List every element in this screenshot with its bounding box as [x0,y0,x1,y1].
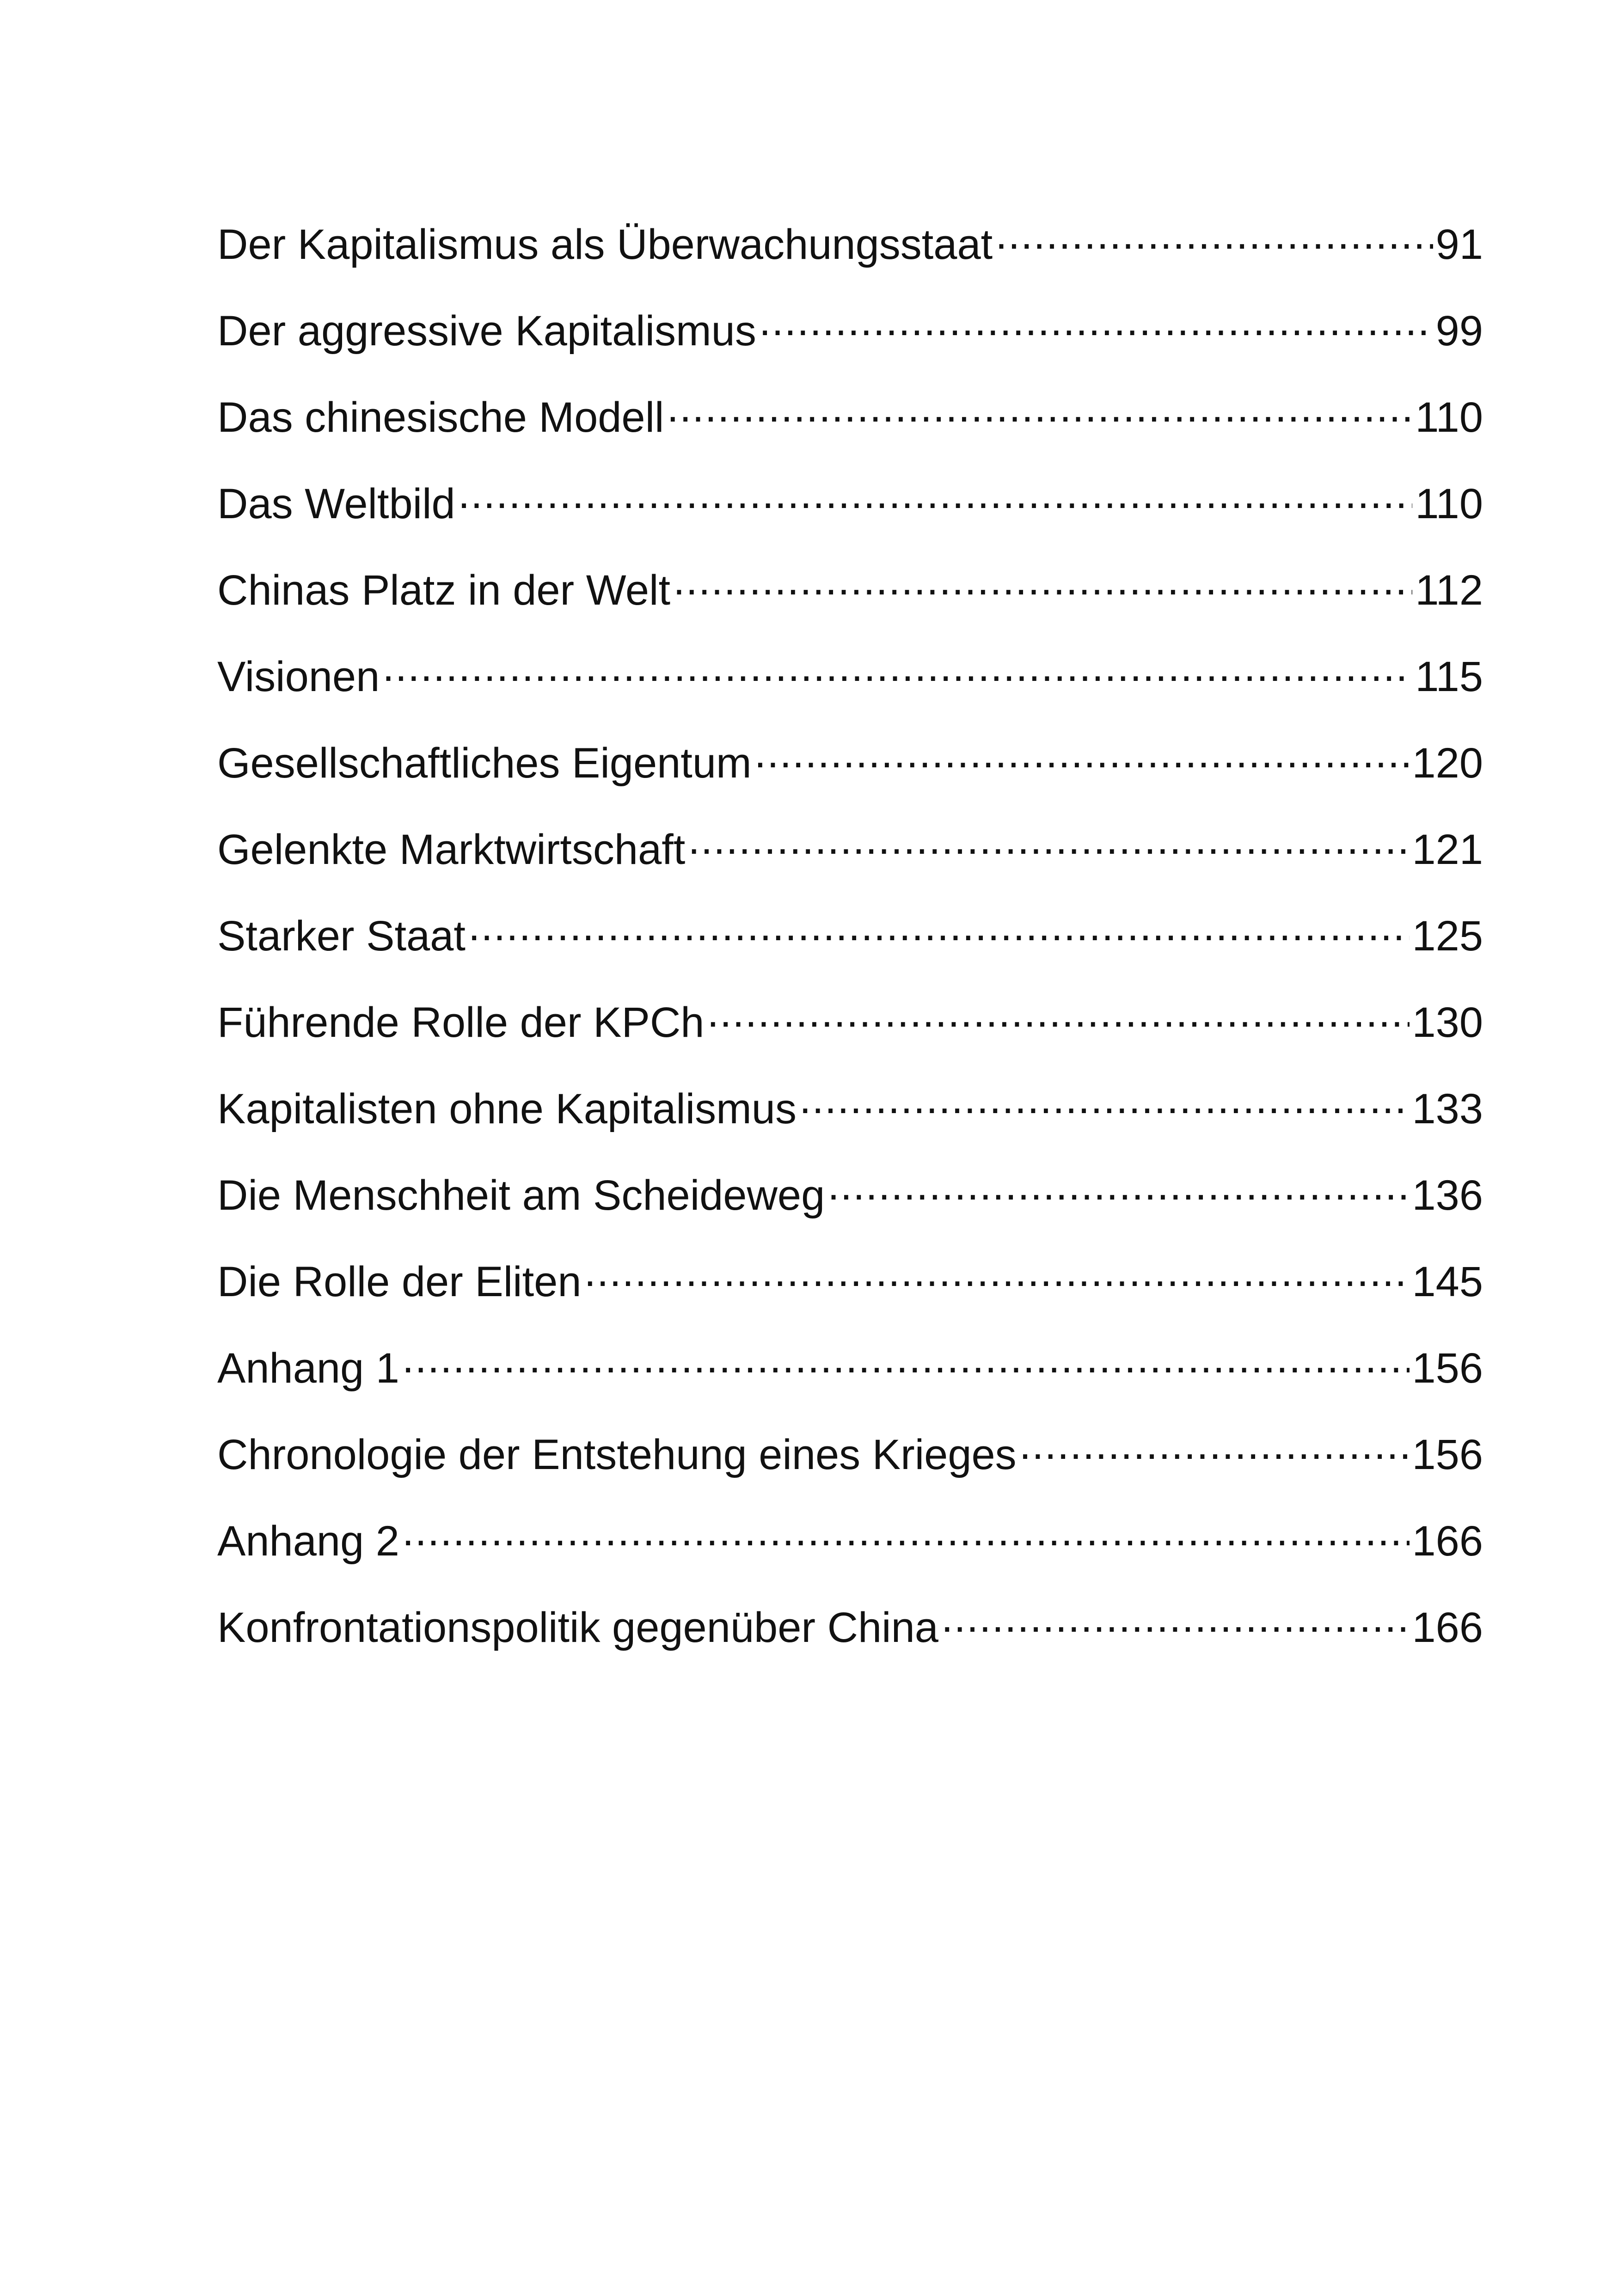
toc-dot-leader [759,303,1433,345]
toc-entry-title: Das Weltbild [217,480,455,527]
toc-entry-title: Gelenkte Marktwirtschaft [217,826,686,873]
toc-entry-title: Der Kapitalismus als Überwachungsstaat [217,221,993,268]
toc-entry-page-number: 120 [1412,740,1483,787]
toc-entry-title: Visionen [217,653,380,700]
toc-dot-leader [382,649,1412,691]
toc-entry-page-number: 91 [1435,221,1483,268]
toc-dot-leader [402,1513,1410,1555]
toc-entry [217,994,1483,1081]
toc-entry [217,1167,1483,1254]
toc-dot-leader [1019,1427,1410,1469]
toc-entry-title: Das chinesische Modell [217,394,664,441]
toc-entry-page-number: 145 [1412,1258,1483,1305]
toc-dot-leader [799,1081,1410,1123]
toc-dot-leader [827,1167,1409,1210]
toc-dot-leader [673,562,1412,605]
toc-dot-leader [688,821,1409,864]
toc-entry [217,1599,1483,1686]
toc-entry-title: Der aggressive Kapitalismus [217,307,756,355]
toc-entry [217,389,1483,476]
toc-entry-page-number: 136 [1412,1172,1483,1219]
toc-entry [217,1340,1483,1427]
table-of-contents [217,216,1483,1686]
toc-dot-leader [584,1254,1409,1296]
toc-entry-page-number: 166 [1412,1518,1483,1565]
toc-dot-leader [941,1599,1410,1642]
toc-entry [217,649,1483,735]
toc-entry-page-number: 110 [1415,394,1483,441]
toc-dot-leader [995,216,1433,259]
toc-entry-title: Anhang 2 [217,1518,399,1565]
toc-entry [217,1254,1483,1340]
toc-entry-title: Chinas Platz in der Welt [217,567,671,614]
toc-dot-leader [402,1340,1410,1383]
toc-entry-page-number: 133 [1412,1085,1483,1133]
toc-entry-title: Gesellschaftliches Eigentum [217,740,752,787]
toc-entry-page-number: 115 [1415,653,1483,700]
toc-entry [217,821,1483,908]
toc-entry-title: Kapitalisten ohne Kapitalismus [217,1085,797,1133]
toc-entry-page-number: 156 [1412,1345,1483,1392]
toc-entry-page-number: 99 [1435,307,1483,355]
toc-entry-title: Konfrontationspolitik gegenüber China [217,1604,938,1651]
toc-entry [217,1513,1483,1599]
toc-entry-page-number: 130 [1412,999,1483,1046]
toc-entry [217,562,1483,649]
toc-entry [217,1427,1483,1513]
toc-dot-leader [754,735,1410,778]
toc-entry [217,216,1483,303]
toc-entry [217,476,1483,562]
toc-entry [217,908,1483,994]
toc-entry-page-number: 125 [1412,912,1483,960]
toc-entry-page-number: 121 [1412,826,1483,873]
toc-entry-title: Die Menschheit am Scheideweg [217,1172,825,1219]
toc-dot-leader [667,389,1412,432]
toc-entry-page-number: 166 [1412,1604,1483,1651]
toc-dot-leader [468,908,1410,950]
toc-entry-page-number: 110 [1415,480,1483,527]
toc-entry-title: Starker Staat [217,912,466,960]
toc-entry [217,735,1483,821]
toc-entry [217,1081,1483,1167]
toc-dot-leader [458,476,1413,518]
toc-entry-page-number: 156 [1412,1431,1483,1478]
toc-dot-leader [707,994,1409,1037]
toc-entry-page-number: 112 [1415,567,1483,614]
toc-entry-title: Die Rolle der Eliten [217,1258,582,1305]
toc-entry-title: Anhang 1 [217,1345,399,1392]
toc-entry-title: Führende Rolle der KPCh [217,999,705,1046]
toc-entry-title: Chronologie der Entstehung eines Krieges [217,1431,1017,1478]
toc-entry [217,303,1483,389]
